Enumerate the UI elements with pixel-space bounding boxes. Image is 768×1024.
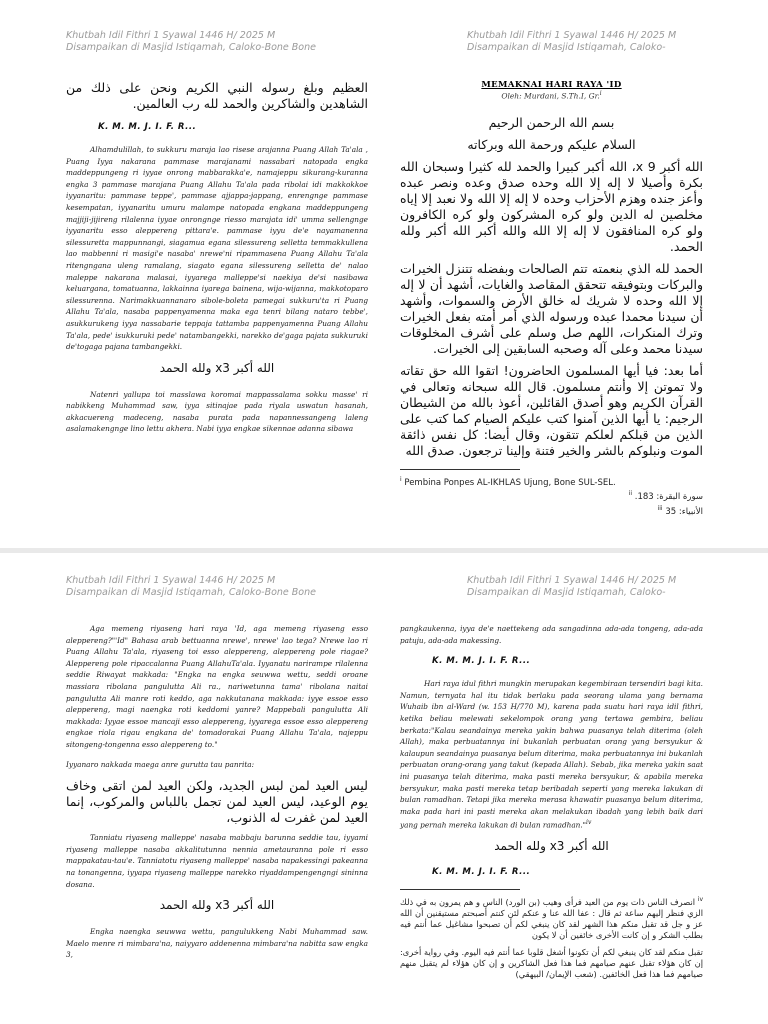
body-paragraph: Aga memeng riyaseng hari raya 'Id, aga memeng riyaseng esso aleppereng?"'Id" Bahasa arab bettuanna nrewe', nrewe' lao tega? Nrewe lao ri Puang Allahu Ta'ala, riyaseng toi esso aleppereng, aleppereng pole riagae? Aleppereng pole ripaccalanna Puang AllahuTa'ala. Iyyanatu narirampe rilalenna seddie Riwayat makkada: "Engka na engka seuwwa wettu, seddi oroane massiara ribolana pangulutta Ali ra., nariwetunna tama' ribolana naitai pangulutta Ali manre roti keddo, aga nakkutanana makkada: iyye essoe esso aleppereng, magi naengka roti keddomi yanre? Mappebali pangulutta Ali makkada: Iyyae essoe mancaji esso aleppereng, iyyarega essoe esso aleppereng engkae riola rigau engkana de' tomadorakai Puang Allahu Ta'ala, najeppu sitongeng-tongenna esso aleppereng to." xyxy=(66,624,368,749)
running-header-right: Khutbah Idil Fithri 1 Syawal 1446 H/ 2025 M Disampaikan di Masjid Istiqamah, Caloko- xyxy=(467,30,677,53)
body-paragraph: Iyyanaro nakkada maega anre gurutta tau panrita: xyxy=(66,759,255,769)
author-line: Oleh: Murdani, S.Th.I, Gr.$^i$ xyxy=(501,90,602,101)
signature-abbrev: K. M. M. J. I. F. R... xyxy=(98,122,197,132)
signature-abbrev: K. M. M. J. I. F. R... xyxy=(432,656,531,667)
salam-greeting: السلام عليكم ورحمة الله وبركاته xyxy=(467,136,636,152)
arabic-paragraph: العظيم وبلغ رسوله النبي الكريم ونحن على ذلك من الشاهدين والشاكرين والحمد لله رب العالمين. xyxy=(66,80,368,111)
bismillah: بسم الله الرحمن الرحيم xyxy=(488,114,615,130)
body-paragraph: pangkaukenna, iyya de'e naettekeng ada sangadinna ada-ada tongeng, ada-ada patuju, ada-ada makessing. xyxy=(400,624,703,645)
running-header-left: Khutbah Idil Fithri 1 Syawal 1446 H/ 2025 M Disampaikan di Masjid Istiqamah, Caloko-Bone Bone xyxy=(66,30,316,53)
page2-left-column xyxy=(66,623,368,969)
takbir-line: الله أكبر x3 ولله الحمد xyxy=(159,898,275,913)
page1-right-column xyxy=(400,80,703,518)
running-header-left: Khutbah Idil Fithri 1 Syawal 1446 H/ 2025 M Disampaikan di Masjid Istiqamah, Caloko-Bone Bone xyxy=(66,575,316,598)
page-2 xyxy=(0,553,768,1024)
arabic-paragraph: أما بعد: فيا أيها المسلمون الحاضرون! اتقوا الله حق تقاته ولا تموتن إلا وأنتم مسلمون. قال الله سبحانه وتعالى في القرآن الكريم وهو أصدق القائلين، أعوذ بالله من الشيطان الرجيم: يا أيها الذين آمنوا كتب عليكم الصيام كما كتب على الذين من قبلكم لعلكم تتقون، وقال أيضا: كل نفس ذائقة الموت ونبلوكم بالشر والخير فتنة وإلينا ترجعون. صدق الله xyxy=(400,362,703,458)
footnote-1: $^i$ Pembina Ponpes AL-IKHLAS Ujung, Bone SUL-SEL. xyxy=(400,475,616,488)
body-paragraph: Hari raya idul fithri mungkin merupakan kegembiraan tersendiri bagi kita. Namun, ternyata hal itu tidak berlaku pada seorang ulama yang bernama Wuhaib ibn al-Ward (w. 153 H/770 M), karena pada suatu hari raya idil fithri, ketika beliau melewati sekelompok orang yang tertawa gembira, beliau berkata:"Kalau seandainya mereka yakin bahwa puasanya telah diterima (oleh Allah), maka perbuatannya ini bukanlah perbuatan orang yang bersyukur & kalaupun seandainya puasanya belum diterima, maka perbuatannya ini bukanlah perbuatan orang-orang yang takut (kepada Allah). Sebab, jika mereka yakin saat ini puasanya telah diterima, maka pasti mereka bersyukur, & apabila mereka bersyukur, maka pasti mereka tetap beribadah seperti yang mereka lakukan di bulan ramadhan. Tetapi jika mereka merasa khawatir puasanya belum diterima, maka pada hari ini pasti mereka akan melakukan ibadah yang lebih baik dari yang pernah mereka lakukan di bulan ramadhan."$^{iv}$ xyxy=(400,679,703,830)
signature-abbrev: K. M. M. J. I. F. R... xyxy=(432,867,531,878)
body-paragraph: Alhamdulillah, to sukkuru maraja lao risese arajanna Puang Allah Ta'ala , Puang Iyya nakarana pammase marajanami nassabari natopada engka maddeppungeng ri iyyae onrong mabbarakka'e, namajeppu sikurang-kuranna engka 3 pammase marajana Puang Allahu Ta'ala pada ribolai idi makkokkoe iyyanaritu: pammase teppe', pammase ajjappa-jappang, enrengnge pammase kesempatan, iyyanaritu umuru malampe natopada engkana maddeppungeng majjiji-jijireng rilalenna iyyae onrongnge riesso marajata idi' umma sellengnge iyyanaritu esso aleppereng pittara'e. pammase iyyu de'e nayamanenna silessuretta mappunnangi, siagamua egana silessureng selletta temmakkullena lao mabbenni ri masigi'e nasaba' nrewe'ni ripammasena Puang Allahu Ta'ala ritengngana uleng ramalang, siagato egana silessureng selletta de' nalao maleppe nakarana malasai, iyyarega malleppe'si naekiya de'si nasibawa keluargana, tomatuanna, lakkainna iyarega bainena, wija-wijanna, makkotoparo silessurenna. Narimakkuannanaro sibole-boleta pamegai sukkuru'ta ri Puang Allahu Ta'ala, nasaba pappenyamenna maka ega tenri bilang nataro tebbe', asukkurukeng iyya nassabarie teppaja tattamba pappenyamenna Puang Allahu Ta'ala, pede' isukkuruki pede' natambangekki, narekko de'gaga pajata sukkuruki de'togaga pajana tambangekki. xyxy=(66,145,368,352)
body-paragraph: Engka naengka seuwwa wettu, pangulukkeng Nabi Muhammad saw. Maelo menre ri mimbara'na, naiyyaro addenenna mimbara'na nabitta saw engka 3, xyxy=(66,927,368,960)
arabic-paragraph: الحمد لله الذي بنعمته تتم الصالحات وبفضله تتنزل الخيرات والبركات وبتوفيقه تتحقق المقاصد والغايات، أشهد أن لا إله إلا الله وحده لا شريك له خالق الأرض والسموات، وأشهد أن سيدنا محمدا عبده ورسوله الذي أمر أمته بفعل الخيرات وترك المنكرات، اللهم صل وسلم على أشرف المخلوقات سيدنا محمد وعلى آله وصحبه السابقين إلى الخيرات. xyxy=(400,260,703,356)
footnote-4: $^{iv}$ انصرف الناس ذات يوم من العيد فرأى وهيب (بن الورد) الناس و هم يمرون به في ذلك الزي فنظر إليهم ساعة ثم قال : عفا الله عنا و عنكم لئن كنتم أصبحتم مستيقنين أن الله عز و جل قد تقبل منكم هذا الشهر لقد كان ينبغي لكم أن تصبحوا مشاغيل عما أنتم فيه بطلب الشكر و إن كانت الأخرى خائفين أن لا يكون xyxy=(400,896,704,941)
footnote-2: سورة البقرة: 183. $^{ii}$ xyxy=(628,490,703,503)
takbir-line: الله أكبر x3 ولله الحمد xyxy=(494,839,609,854)
footnote-rule xyxy=(400,889,520,890)
sermon-title: MEMAKNAI HARI RAYA 'ID xyxy=(481,80,622,90)
body-paragraph: Tanniatu riyaseng malleppe' nasaba mabbaju barunna seddie tau, iyyami riyaseng malleppe nasaba akkalitutunna nennia ametauranna pole ri esso mappakatau-tau'e. Tanniatotu riyaseng malleppe' nasaba napakessingi pakeanna na tonangenna, iyyapa riyaseng malleppe narekko riyaddampengengngi sininna dosana. xyxy=(66,833,368,889)
takbir-line: الله أكبر x3 ولله الحمد xyxy=(159,360,275,375)
footnote-4-cont: تقبل منكم لقد كان ينبغي لكم أن تكونوا أشغل قلوبا عما أنتم فيه اليوم. وفي رواية أخرى: إن كان هؤلاء تقبل عنهم صيامهم فما هذا فعل الشاكرين و إن كان هؤلاء لم يتقبل منهم صيامهم فما هذا فعل الخائفين. (شعب الإيمان/ البيهقي) xyxy=(400,947,703,980)
page1-left-column xyxy=(66,80,368,443)
body-paragraph: Natenri yallupa toi masslawa koromai mappassalama sokku masse' ri nabikkeng Muhammad saw, iyya sitinajae pada riyala uswatun hasanah, akkacuereng madeceng, nasaba purata pada napannessangeng laleng asalamakengnge lino lettu akhera. Nabi iyya engkae sikennae adanna sibawa xyxy=(66,389,368,434)
arabic-paragraph: الله أكبر 9 x، الله أكبر كبيرا والحمد لله كثيرا وسبحان الله بكرة وأصيلا لا إله إلا الله وحده صدق وعده ونصر عبده وأعز جنده وهزم الأحزاب وحده لا إله إلا الله ولا نعبد إلا إياه مخلصين له الدين ولو كره المشركون ولو كره الكافرون ولو كره المنافقون لا إله إلا الله والله أكبر الله أكبر ولله الحمد. xyxy=(400,158,703,254)
running-header-right: Khutbah Idil Fithri 1 Syawal 1446 H/ 2025 M Disampaikan di Masjid Istiqamah, Caloko- xyxy=(467,575,677,598)
arabic-paragraph: ليس العيد لمن لبس الجديد، ولكن العيد لمن اتقى وخاف يوم الوعيد، ليس العيد لمن تجمل باللباس والمركوب، إنما العيد لمن غفرت له الذنوب، xyxy=(66,778,368,826)
footnote-3: الأنبياء: 35 $^{iii}$ xyxy=(657,505,703,517)
page2-right-column xyxy=(400,623,703,986)
footnote-rule xyxy=(400,469,520,470)
